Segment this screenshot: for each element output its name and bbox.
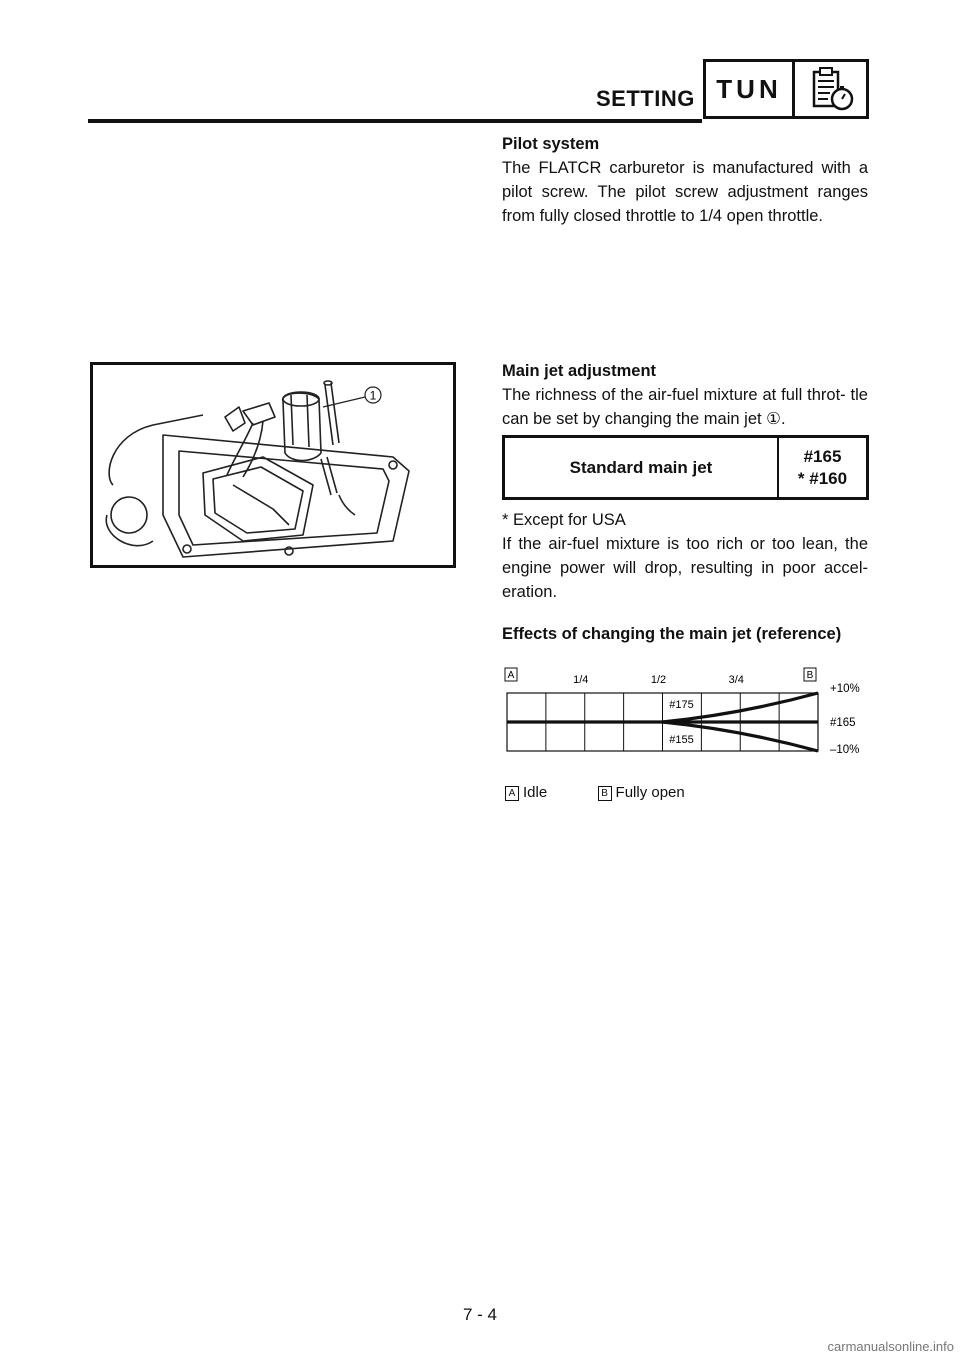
main-jet-body: The richness of the air-fuel mixture at full throt- tle can be set by changing the main jet ①. (502, 386, 868, 428)
watermark: carmanualsonline.info (827, 1339, 954, 1354)
spec-values (779, 438, 866, 497)
section-code: TUN (706, 62, 795, 116)
callout-label: 1 (369, 388, 377, 403)
axis-end-label: B (806, 670, 814, 681)
legend-key-a: A (505, 786, 519, 801)
spec-table (502, 435, 869, 500)
series-label-155: #155 (669, 734, 694, 746)
main-jet-section (502, 359, 868, 431)
mixture-note: If the air-fuel mixture is too rich or too lean, the engine power will drop, resulting in poor accel- eration. (502, 535, 868, 601)
legend-item-idle (505, 784, 551, 801)
except-note: * Except for USA (502, 511, 626, 529)
legend-item-fully-open (598, 784, 685, 801)
main-jet-heading: Main jet adjustment (502, 362, 657, 380)
legend-key-b: B (598, 786, 612, 801)
note-section (502, 508, 868, 604)
right-label: +10% (830, 683, 860, 695)
chart-svg (500, 664, 870, 774)
pilot-system-section (502, 132, 868, 228)
page-number: 7 - 4 (462, 1305, 498, 1324)
carburetor-illustration (93, 365, 453, 565)
right-label: –10% (830, 744, 860, 756)
effects-heading: Effects of changing the main jet (reference) (502, 625, 842, 643)
spec-label: Standard main jet (505, 438, 779, 497)
spec-value-standard: #165 (803, 446, 842, 466)
series-label-175: #175 (669, 699, 694, 711)
effects-section (502, 622, 868, 646)
clipboard-stopwatch-icon (795, 62, 866, 116)
right-labels (830, 683, 860, 756)
axis-start-label: A (507, 670, 515, 681)
header-rule (88, 119, 702, 123)
x-tick-label: 1/4 (573, 674, 589, 686)
pilot-system-body: The FLATCR carburetor is manufactured with a pilot screw. The pilot screw adjustment ranges from fully closed throttle to 1/4 open throttle. (502, 159, 868, 225)
legend-text-idle: Idle (523, 784, 548, 801)
chart-legend (505, 784, 685, 801)
section-tab (703, 59, 869, 119)
x-tick-label: 1/2 (650, 674, 667, 686)
x-tick-label: 3/4 (728, 674, 744, 686)
main-jet-chart (500, 664, 870, 779)
spec-value-except-usa: * #160 (797, 468, 848, 488)
x-tick-labels (573, 674, 744, 686)
pilot-system-heading: Pilot system (502, 135, 600, 153)
legend-text-fully-open: Fully open (615, 784, 685, 801)
page-section-title: SETTING (596, 86, 695, 111)
right-label: #165 (830, 717, 856, 729)
carburetor-figure (90, 362, 456, 568)
